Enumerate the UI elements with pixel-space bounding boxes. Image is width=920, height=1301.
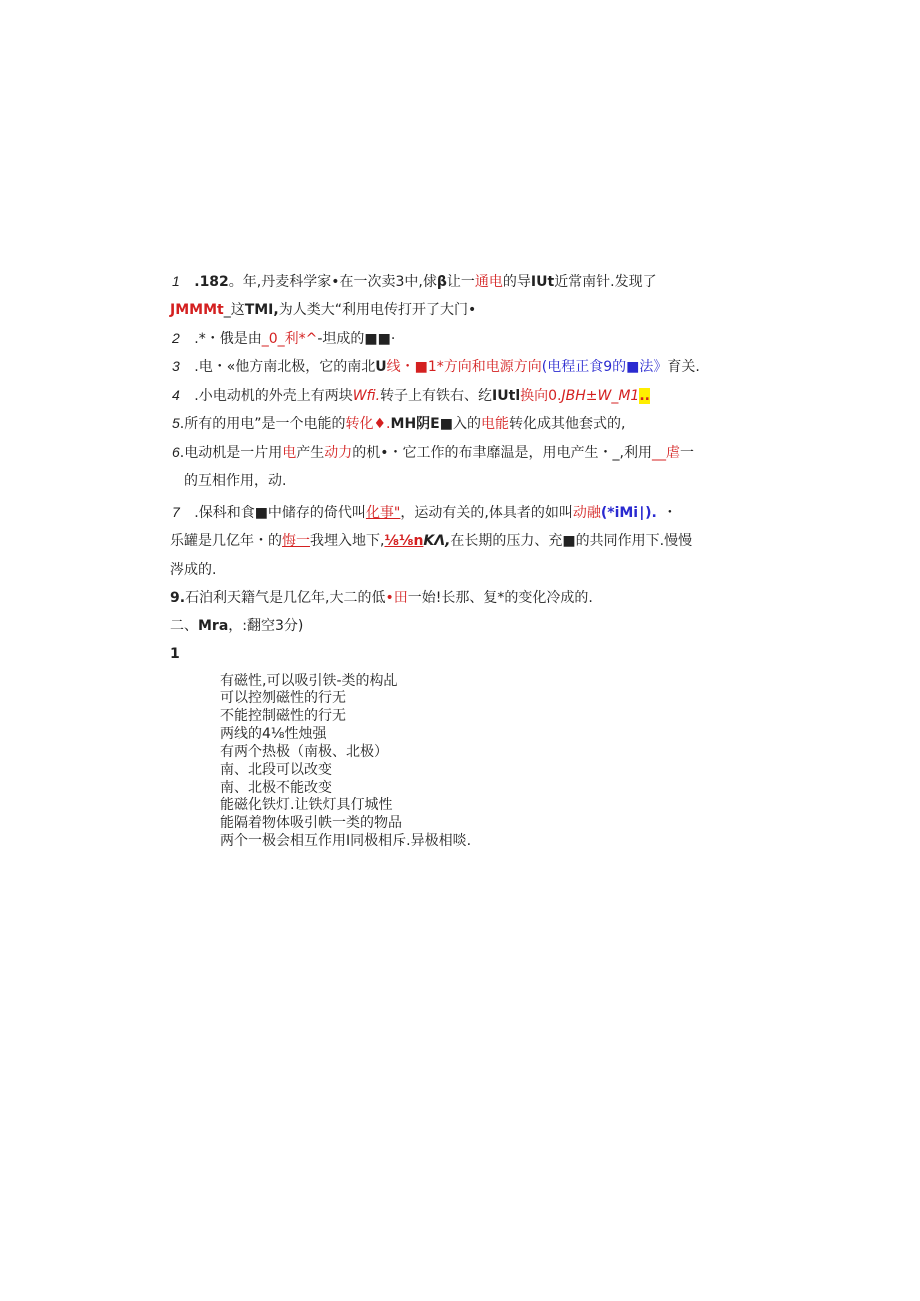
question-5 — [172, 414, 625, 433]
q7-answer: (*iMi∣). — [600, 505, 657, 521]
q1-text: 的导 — [502, 274, 531, 290]
q4-answer: 换向0. — [520, 388, 562, 404]
q6-text: .电动机是一片用 — [179, 445, 283, 461]
q2-text: · — [390, 331, 396, 347]
q8-answer: ⅛⅛n — [384, 533, 424, 549]
q5-answer: 电能 — [480, 416, 509, 432]
q5-text: MH阴E■ — [390, 416, 453, 432]
section-text: ，:翻空3分) — [228, 618, 304, 634]
q3-answer: (电程正食9的■法》 — [541, 359, 668, 375]
q7-answer: 动融 — [572, 505, 601, 521]
q1-text: 让一 — [446, 274, 475, 290]
q9-answer: •田 — [385, 590, 408, 606]
section-title: Mra — [198, 618, 229, 634]
q8-text: KΛ, — [423, 533, 451, 549]
q4-text: .小电动机的外壳上有两块 — [194, 388, 353, 404]
q5-text: 入的 — [452, 416, 481, 432]
q2-text: -坦成的 — [317, 331, 365, 347]
question-7 — [172, 503, 677, 522]
q1-text: β — [436, 274, 447, 290]
list-item: 有两个热极（南极、北极） — [220, 744, 388, 760]
q4-text: 转子上有铁右、纥 — [380, 388, 493, 404]
q1-text: 为人类大“利用电传打开了大门• — [278, 302, 477, 318]
question-number: 2 — [172, 330, 180, 346]
question-1-line-1 — [172, 272, 657, 291]
q1-answer: 通电 — [474, 274, 503, 290]
q6-text: 的互相作用，动. — [184, 473, 287, 489]
q8-text: 在长期的压力、充■的共同作用下.慢慢 — [450, 533, 693, 549]
list-item: 能磁化铁灯.让铁灯具仃城性 — [220, 797, 393, 813]
question-1-line-2 — [170, 301, 476, 319]
q4-answer: JBH±W_M1 — [561, 388, 640, 404]
question-9 — [170, 589, 593, 607]
q3-text: 育关. — [667, 359, 700, 375]
q1-text: 。年,丹麦科学家•在一次卖3中,俅 — [228, 274, 437, 290]
list-item: 有磁性,可以吸引铁-类的构乩 — [220, 673, 398, 689]
q2-text: .*・俄是由 — [194, 331, 262, 347]
question-4 — [172, 386, 650, 405]
q4-text: IUtl — [492, 388, 521, 404]
q1-text: TMI, — [244, 302, 279, 318]
q1-text: IUt — [530, 274, 555, 290]
q7-text: .保科和食■中储存的倚代叫 — [194, 505, 366, 521]
q2-answer: _0_利*^ — [261, 331, 318, 347]
q8-text: 乐罐是几亿年・的 — [170, 533, 282, 549]
q6-answer: 动力 — [324, 445, 353, 461]
q2-text: ■■ — [364, 331, 391, 347]
question-2 — [172, 329, 395, 348]
list-item: 两个一极会相互作用I同极相斥.异极相啖. — [220, 833, 472, 849]
q5-answer: 转化♦. — [345, 416, 391, 432]
q1-answer: JMMMt — [170, 302, 224, 318]
q7-text: ，运动有关的,体具者的如叫 — [400, 505, 573, 521]
question-8-line-2 — [170, 561, 216, 579]
list-item: 南、北极不能改变 — [220, 780, 332, 796]
section-number: 二、 — [170, 618, 198, 634]
q9-text: 石泊利天籍气是几亿年,大二的低 — [185, 590, 386, 606]
question-number: 3 — [172, 358, 180, 374]
q7-answer: 化事" — [365, 505, 401, 521]
q4-highlight: .. — [639, 388, 650, 404]
q8-text: 我埋入地下, — [310, 533, 385, 549]
q4-answer: Wfi. — [352, 388, 381, 404]
q1-text: 近常南针.发现了 — [554, 274, 657, 290]
q9-text: 一始!长那、复*的变化冷成的. — [407, 590, 593, 606]
q6-text: 的机•・它工作的布聿靡温是，用电产生・_,利用 — [352, 445, 652, 461]
list-item: 南、北段可以改变 — [220, 762, 332, 778]
q1-text: _这 — [223, 302, 245, 318]
question-6-line-2 — [184, 472, 286, 490]
question-number: 9. — [170, 590, 186, 606]
q8-answer: 悔一 — [282, 533, 310, 549]
question-number: 7 — [172, 504, 180, 520]
question-3 — [172, 357, 700, 376]
list-item: 不能控制磁性的行无 — [220, 708, 346, 724]
question-number: 6 — [172, 444, 180, 460]
list-item: 两线的4⅛性烛强 — [220, 726, 327, 742]
question-number: 1 — [172, 273, 180, 289]
q5-text: 转化成其他套式的, — [508, 416, 626, 432]
q8-text: 涔成的. — [170, 562, 217, 578]
q3-text: U — [375, 359, 387, 375]
section-heading — [170, 617, 303, 635]
q7-text: ・ — [662, 505, 677, 521]
sub-question-number: 1 — [170, 646, 180, 662]
question-number: 4 — [172, 387, 180, 403]
question-8-line-1 — [170, 532, 692, 550]
q3-text: .电・«他方南北极，它的南北 — [194, 359, 376, 375]
q6-text: 产生 — [296, 445, 325, 461]
question-6-line-1 — [172, 443, 694, 462]
list-item: 能隔着物体吸引帙一类的物品 — [220, 815, 402, 831]
question-number: 5 — [172, 415, 180, 431]
q5-text: .所有的用电”是一个电能的 — [179, 416, 346, 432]
q6-answer: 电 — [282, 445, 297, 461]
q3-answer: 线・■1*方向和电源方向 — [386, 359, 542, 375]
q6-text: 一 — [679, 445, 694, 461]
q6-answer: __虐 — [651, 445, 680, 461]
list-item: 可以控刎磁性的行无 — [220, 690, 346, 706]
q1-year: .182 — [194, 274, 229, 290]
